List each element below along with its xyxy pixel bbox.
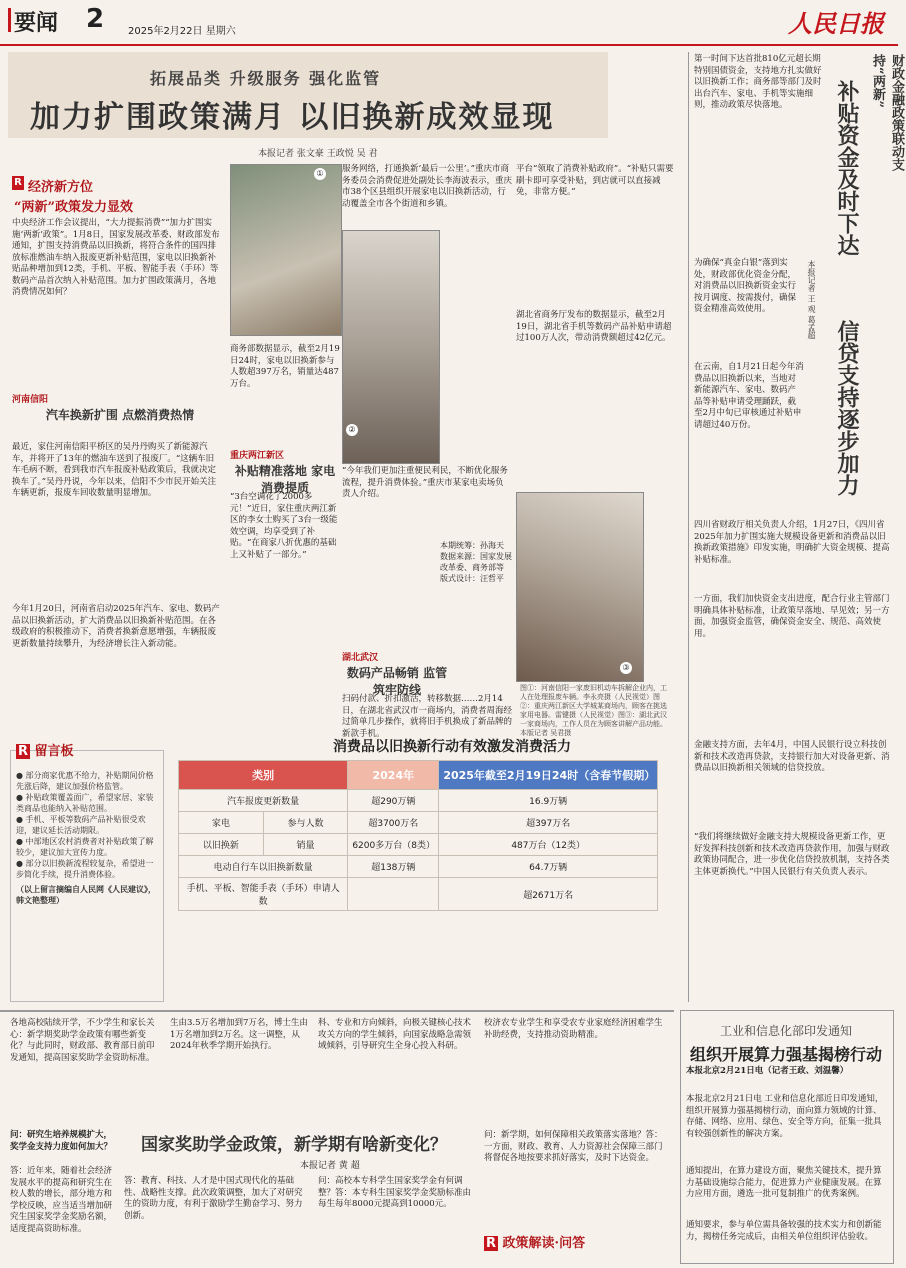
right-headline-2: 信贷支持逐步加力 <box>834 320 860 496</box>
table-cell: 参与人数 <box>263 812 348 834</box>
bottom-body-d: 答：教育、科技、人才是中国式现代化的基础性、战略性支撑。此次政策调整，加大了对研究生的资助力度，有利于激励学生勤奋学习、努力创新。 <box>124 1176 303 1221</box>
table-row <box>179 834 658 856</box>
body-col3-b: “今年我们更加注重便民利民，不断优化服务流程，提升消费体验。”重庆市某家电卖场负责人介绍。 <box>342 466 508 499</box>
table-cell: 家电 <box>179 812 264 834</box>
policy-qa-label <box>484 1232 585 1251</box>
table-row <box>179 856 658 878</box>
body-car-1: 最近，家住河南信阳平桥区的吴丹丹购买了新能源汽车，并将开了13年的燃油车送到了报废厂。“这辆车旧车毛病不断，看到我市汽车报废补贴政策后，我就决定换车了。”吴丹丹说，今年以来，信阳不少市民开始关注车辆更新，报废车回收数量明显增加。 <box>12 442 217 498</box>
issue-date: 2025年2月22日 星期六 <box>128 26 236 37</box>
bottom-rule <box>0 1010 674 1012</box>
subhead-digital: 数码产品畅销 监管筑牢防线 <box>346 666 448 697</box>
photo-3-number: ③ <box>620 662 632 674</box>
subhead-appliance: 补贴精准落地 家电消费提质 <box>234 464 336 495</box>
right-body-a: 第一时间下达首批810亿元超长期特别国债资金，支持地方扎实做好以旧换新工作；商务部等部门及时出台汽车、家电、手机等实施细则，推动政策尽快落地。 <box>694 54 822 110</box>
message-item: ● 中部地区农村消费者对补贴政策了解较少，建议加大宣传力度。 <box>16 837 154 857</box>
table-row <box>179 790 658 812</box>
bottom-question-1: 问：研究生培养规模扩大，奖学金支持力度如何加大？ <box>10 1130 113 1152</box>
message-source: （以上留言摘编自人民网《人民建议》，韩文艳整理） <box>16 884 156 905</box>
photo-3 <box>516 492 644 682</box>
right-byline: 本报记者 王 观 葛孟超 <box>807 260 816 340</box>
table-header-2024: 2024年 <box>348 761 439 790</box>
table-cell: 手机、平板、智能手表（手环）申请人数 <box>179 878 348 911</box>
table-cell: 超138万辆 <box>348 856 439 878</box>
message-item: ● 补贴政策覆盖面广，希望家居、家装类商品也能纳入补贴范围。 <box>16 793 154 813</box>
body-col4-b: 湖北省商务厅发布的数据显示，截至2月19日，湖北省手机等数码产品补贴申请超过100万人次，带动消费额超过42亿元。 <box>516 310 672 343</box>
bottom-byline: 本报记者 黄 超 <box>300 1161 360 1171</box>
lead-headline: 加力扩围政策满月 以旧换新成效显现 <box>30 100 555 135</box>
subhead-car: 汽车换新扩围 点燃消费热情 <box>45 408 195 422</box>
location-chongqing: 重庆两江新区 <box>230 451 285 461</box>
table-cell: 487万台（12类） <box>439 834 658 856</box>
bottom-body-h: 问：新学期，如何保障相关政策落实落地？答：一方面，财政、教育、人力资源社会保障三部门将督促各地按要求抓好落实，及时下达资金。 <box>484 1130 663 1163</box>
body-col2-b: “3台空调花了2000多元！”近日，家住重庆两江新区的李女士购买了3台一级能效空调，均享受到了补贴。“在商家八折优惠的基础上又补贴了一部分。” <box>230 492 338 560</box>
bottom-body-b: 答：近年来，随着社会经济发展水平的提高和研究生在校人数的增长，部分地方和学校反映，应当适当增加研究生国家奖学金奖励名额，适度提高资助标准。 <box>10 1166 113 1234</box>
ai-notice-body-a: 本报北京2月21日电 工业和信息化部近日印发通知，组织开展算力强基揭榜行动，面向算力领域的计算、存储、网络、应用、绿色、安全等方向，征集一批具有较强创新性的解决方案。 <box>686 1094 884 1139</box>
page-number: 2 <box>86 4 105 34</box>
table-cell: 超397万名 <box>439 812 658 834</box>
message-item: ● 部分以旧换新流程较复杂，希望进一步简化手续，提升消费体验。 <box>16 859 154 879</box>
policy-qa-text: 政策解读·问答 <box>502 1236 586 1251</box>
bottom-body-a: 各地高校陆续开学，不少学生和家长关心：新学期奖助学金政策有哪些新变化？与此同时，财政部、教育部日前印发通知，提高国家奖助学金资助标准。 <box>10 1018 155 1063</box>
section-r-icon: R <box>12 176 24 190</box>
photo-2-number: ② <box>346 424 358 436</box>
photo-1-number: ① <box>314 168 326 180</box>
ai-notice-headline: 组织开展算力强基揭榜行动 <box>689 1045 882 1064</box>
right-body-c: 在云南，自1月21日起今年消费品以旧换新以来，当地对新能源汽车、家电、数码产品等补贴申请受理踊跃，截至2月中旬已审核通过补贴申请超过40万份。 <box>694 362 804 430</box>
table-cell: 以旧换新 <box>179 834 264 856</box>
message-r-icon: R <box>18 744 29 759</box>
right-body-d: 四川省财政厅相关负责人介绍，1月27日，《四川省2025年加力扩围实施大规模设备更新和消费品以旧换新政策措施》印发实施，明确扩大资金规模、提高补贴标准。 <box>694 520 890 565</box>
bottom-body-e: 科、专业和方向倾斜，向极关键核心技术攻关方向的学生倾斜，向国家战略急需领域倾斜，引导研究生全身心投入科研。 <box>318 1018 472 1051</box>
right-headline-1: 补贴资金及时下达 <box>834 80 860 256</box>
ai-notice-body-b: 通知提出，在算力建设方面，聚焦关键技术，提升算力基础设施综合能力，促进算力产业健康发展。在算力应用方面，遴选一批可复制推广的优秀案例。 <box>686 1166 882 1199</box>
section-bar <box>8 8 11 32</box>
table-row <box>179 878 658 911</box>
body-car-2: 今年1月20日，河南省启动2025年汽车、家电、数码产品以旧换新活动，扩大消费品以旧换新补贴范围。在各级政府的积极推动下，消费者换新意愿增强，车辆报废更新数量持续攀升，为经济增长注入新动能。 <box>12 604 220 649</box>
body-col2-a: 商务部数据显示，截至2月19日24时，家电以旧换新参与人数超397万名，销量达487万台。 <box>230 344 340 389</box>
photo-1 <box>230 164 342 336</box>
policy-r-icon: R <box>486 1236 497 1251</box>
editors-credit: 本期统筹：孙海天 数据来源：国家发展改革委、商务部等 版式设计：汪哲平 <box>440 541 512 583</box>
table-cell: 汽车报废更新数量 <box>179 790 348 812</box>
ai-notice-dateline: 本报北京2月21日电（记者王政、刘温馨） <box>686 1066 849 1076</box>
message-board-list <box>16 770 156 906</box>
bottom-body-g: 校济农专业学生和享受农专业家庭经济困难学生补助经费，支持推动资助精准。 <box>484 1018 663 1040</box>
right-body-e: 一方面，我们加快资金支出进度，配合行业主管部门明确具体补贴标准，让政策早落地、早见效；另一方面，加强资金监管，确保资金安全、规范、高效使用。 <box>694 594 890 639</box>
right-body-g: “我们将继续做好金融支持大规模设备更新工作，更好发挥科技创新和技术改造再贷款作用，加强与财政政策协同配合，进一步优化信贷投放机制，支持各类主体更新换代。”中国人民银行有关负责人表示。 <box>694 832 890 877</box>
body-col3-c: 扫码付款、折扣激活，转移数据……2月14日，在湖北省武汉市一商场内，消费者周海经过简单几步操作，就将旧手机换成了新品牌的新款手机。 <box>342 694 513 739</box>
ai-notice-body-c: 通知要求，参与单位需具备较强的技术实力和创新能力，揭榜任务完成后，由相关单位组织评估验收。 <box>686 1220 882 1242</box>
table-header-category: 类别 <box>179 761 348 790</box>
lead-kicker: 拓展品类 升级服务 强化监管 <box>150 69 382 88</box>
table-title: 消费品以旧换新行动有效激发消费活力 <box>333 739 571 755</box>
body-col4-a: 平台“领取了消费补贴政府”。“补贴只需要刷卡即可享受补贴，到店就可以直接减免，非常方便。” <box>516 164 674 197</box>
consumption-table <box>178 760 658 911</box>
column-rule <box>688 52 689 1002</box>
message-item: ● 手机、平板等数码产品补贴很受欢迎，建议延长活动期限。 <box>16 815 146 835</box>
right-body-f: 金融支持方面，去年4月，中国人民银行设立科技创新和技术改造再贷款，支持银行加大对设备更新、消费品以旧换新相关领域的信贷投放。 <box>694 740 890 773</box>
right-body-b: 为确保“真金白银”落到实处，财政部优化资金分配，对消费品以旧换新资金实行按月调度、按需拨付，确保资金精准高效使用。 <box>694 258 797 314</box>
table-cell: 超290万辆 <box>348 790 439 812</box>
table-cell: 销量 <box>263 834 348 856</box>
lead-byline: 本报记者 张文豪 王政悦 吴 君 <box>258 149 378 159</box>
table-cell: 6200多万台（8类） <box>348 834 439 856</box>
table-row <box>179 812 658 834</box>
message-item: ● 部分商家优惠不给力，补贴期间价格先涨后降，建议加强价格监管。 <box>16 771 154 791</box>
photo-caption: 图①：河南信阳一家废旧机动车拆解企业内，工人在处理报废车辆。李永亮摄（人民视觉）图②：重庆两江新区大学城某商场内，顾客在挑选家用电器。雷键摄（人民视觉）图③：湖北武汉一家商场内，工作人员在为顾客讲解产品功能。本版记者 吴君摄 <box>520 684 667 737</box>
section-name: 要闻 <box>14 11 59 36</box>
message-board-title <box>16 740 74 759</box>
right-overline: 财政金融政策联动支持“两新” <box>870 54 904 171</box>
location-henan: 河南信阳 <box>12 395 49 405</box>
body-col3-a: 服务网络，打通换新‘最后一公里’。”重庆市商务委员会消费促进处副处长李海波表示，重庆市38个区县组织开展家电以旧换新活动，行动覆盖全市各个街道和乡镇。 <box>342 164 513 209</box>
bottom-body-c: 生由3.5万名增加到7万名，博士生由1万名增加到2万名。这一调整，从2024年秋季学期开始执行。 <box>170 1018 308 1051</box>
message-board-label: 留言板 <box>34 744 74 759</box>
lead-intro-text: 中央经济工作会议提出，“大力提振消费”“加力扩围实施‘两新’政策”。1月8日，国家发展改革委、财政部发布通知，扩围支持消费品以旧换新，将符合条件的国四排放标准燃油车纳入报废更新补贴范围，家电以旧换新补贴品种增加到12类，手机、平板、智能手表（手环）等数码产品首次纳入补贴范围。加力扩围政策满月，各地消费情况如何？ <box>12 218 220 297</box>
table-cell: 64.7万辆 <box>439 856 658 878</box>
section-title: 经济新方位 <box>28 180 94 195</box>
table-cell: 超3700万名 <box>348 812 439 834</box>
masthead-logo: 人民日报 <box>788 9 884 38</box>
section-subtitle: “两新”政策发力显效 <box>14 200 133 215</box>
table-header-2025: 2025年截至2月19日24时（含春节假期） <box>439 761 658 790</box>
table-cell: 16.9万辆 <box>439 790 658 812</box>
bottom-body-f: 问：高校本专科学生国家奖学金有何调整？答：本专科生国家奖学金奖励标准由每生每年8000元提高到10000元。 <box>318 1176 472 1209</box>
location-wuhan: 湖北武汉 <box>342 653 379 663</box>
ai-notice-subtitle: 工业和信息化部印发通知 <box>719 1024 852 1038</box>
table-cell: 超2671万名 <box>439 878 658 911</box>
table-cell <box>348 878 439 911</box>
bottom-headline: 国家奖助学金政策，新学期有啥新变化？ <box>141 1135 447 1155</box>
table-cell: 电动自行车以旧换新数量 <box>179 856 348 878</box>
